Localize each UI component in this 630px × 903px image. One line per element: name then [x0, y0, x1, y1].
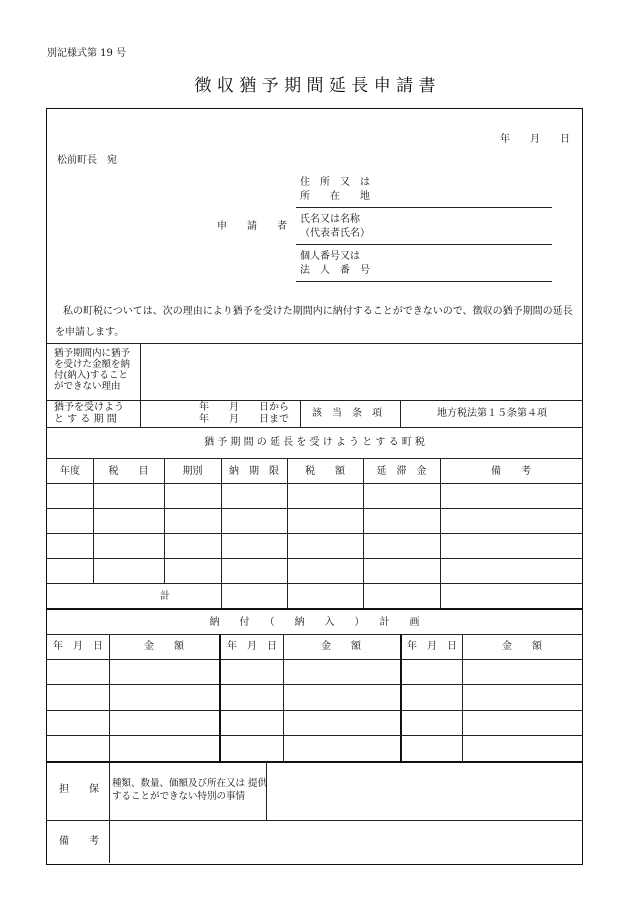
rule [47, 761, 582, 763]
remarks-label: 備 考 [59, 836, 99, 847]
tax-header-item: 税 目 [108, 466, 149, 477]
rule [47, 735, 582, 736]
rule [363, 458, 364, 608]
tax-section-title: 猶 予 期 間 の 延 長 を 受 け よ う と す る 町 税 [204, 437, 425, 448]
rule [266, 761, 267, 820]
period-label-2: と す る 期 間 [54, 414, 117, 425]
reason-label-2: を受けた金額を納 [54, 359, 131, 370]
tax-header-period: 期別 [182, 466, 203, 477]
rule [440, 458, 441, 608]
name-line [296, 244, 552, 245]
collateral-label: 担 保 [59, 784, 99, 795]
statement-line-1: 私の町税については、次の理由により猶予を受けた期間内に納付することができないので、徴収の猶予期間の延長 [63, 306, 573, 317]
tax-header-due: 納 期 限 [229, 466, 279, 477]
rule [47, 608, 582, 610]
document-title: 徴 収 猶 予 期 間 延 長 申 請 書 [194, 76, 436, 96]
applicant-label: 申 請 者 [217, 221, 287, 232]
payment-header-amount-1: 金 額 [144, 641, 184, 652]
addressee: 松前町長 宛 [57, 155, 117, 166]
payment-header-amount-3: 金 額 [502, 641, 542, 652]
rule [47, 533, 582, 534]
article-value: 地方税法第１５条第４項 [437, 408, 547, 419]
statement-line-2: を申請します。 [55, 327, 125, 338]
collateral-note-2: することができない特別の事情 [112, 791, 246, 802]
rule [283, 634, 284, 761]
rule [47, 820, 582, 821]
rule [287, 458, 288, 608]
rule [47, 634, 582, 635]
rule [47, 583, 582, 584]
article-label: 該 当 条 項 [312, 408, 382, 419]
payment-header-date-3: 年 月 日 [407, 641, 457, 652]
rule [47, 710, 582, 711]
rule [47, 558, 582, 559]
tax-header-amount: 税 額 [305, 466, 345, 477]
date-line: 年 月 日 [500, 134, 570, 145]
rule [300, 400, 301, 427]
rule [47, 684, 582, 685]
name-label-2: （代表者氏名） [300, 228, 370, 239]
rule [47, 343, 582, 344]
rule [462, 634, 463, 761]
period-from: 年 月 日から [199, 402, 289, 413]
payment-header-date-2: 年 月 日 [227, 641, 277, 652]
rule [221, 458, 222, 608]
rule [140, 343, 141, 400]
tax-header-delinquency: 延 滞 金 [376, 466, 427, 477]
reason-label-3: 付(納入)すること [54, 370, 128, 381]
id-line [296, 281, 552, 282]
rule [109, 761, 110, 863]
rule [140, 400, 141, 427]
name-label-1: 氏名又は名称 [300, 214, 360, 225]
reason-label-1: 猶予期間内に猶予 [54, 348, 131, 359]
address-label-2: 所 在 地 [300, 191, 370, 202]
reason-label-4: ができない理由 [54, 381, 121, 392]
rule [47, 659, 582, 660]
rule [400, 634, 402, 761]
rule [93, 458, 94, 583]
rule [219, 634, 221, 761]
payment-header-date-1: 年 月 日 [53, 641, 103, 652]
address-label-1: 住 所 又 は [300, 177, 370, 188]
rule [400, 400, 401, 427]
form-number: 別記様式第 19 号 [47, 48, 127, 59]
period-to: 年 月 日まで [199, 414, 289, 425]
payment-header-amount-2: 金 額 [321, 641, 361, 652]
address-line [296, 207, 552, 208]
payment-title: 納 付 （ 納 入 ） 計 画 [209, 617, 420, 628]
id-label-2: 法 人 番 号 [300, 265, 370, 276]
rule [47, 400, 582, 401]
rule [164, 458, 165, 583]
id-label-1: 個人番号又は [300, 251, 360, 262]
tax-total-label: 計 [160, 591, 170, 602]
rule [47, 427, 582, 428]
rule [47, 483, 582, 484]
tax-header-remarks: 備 考 [491, 466, 531, 477]
tax-header-year: 年度 [60, 466, 80, 477]
rule [109, 634, 110, 761]
rule [47, 508, 582, 509]
period-label-1: 猶予を受けよう [54, 402, 124, 413]
rule [47, 458, 582, 459]
collateral-note-1: 種類、数量、価額及び所在又は 提供 [112, 778, 268, 789]
